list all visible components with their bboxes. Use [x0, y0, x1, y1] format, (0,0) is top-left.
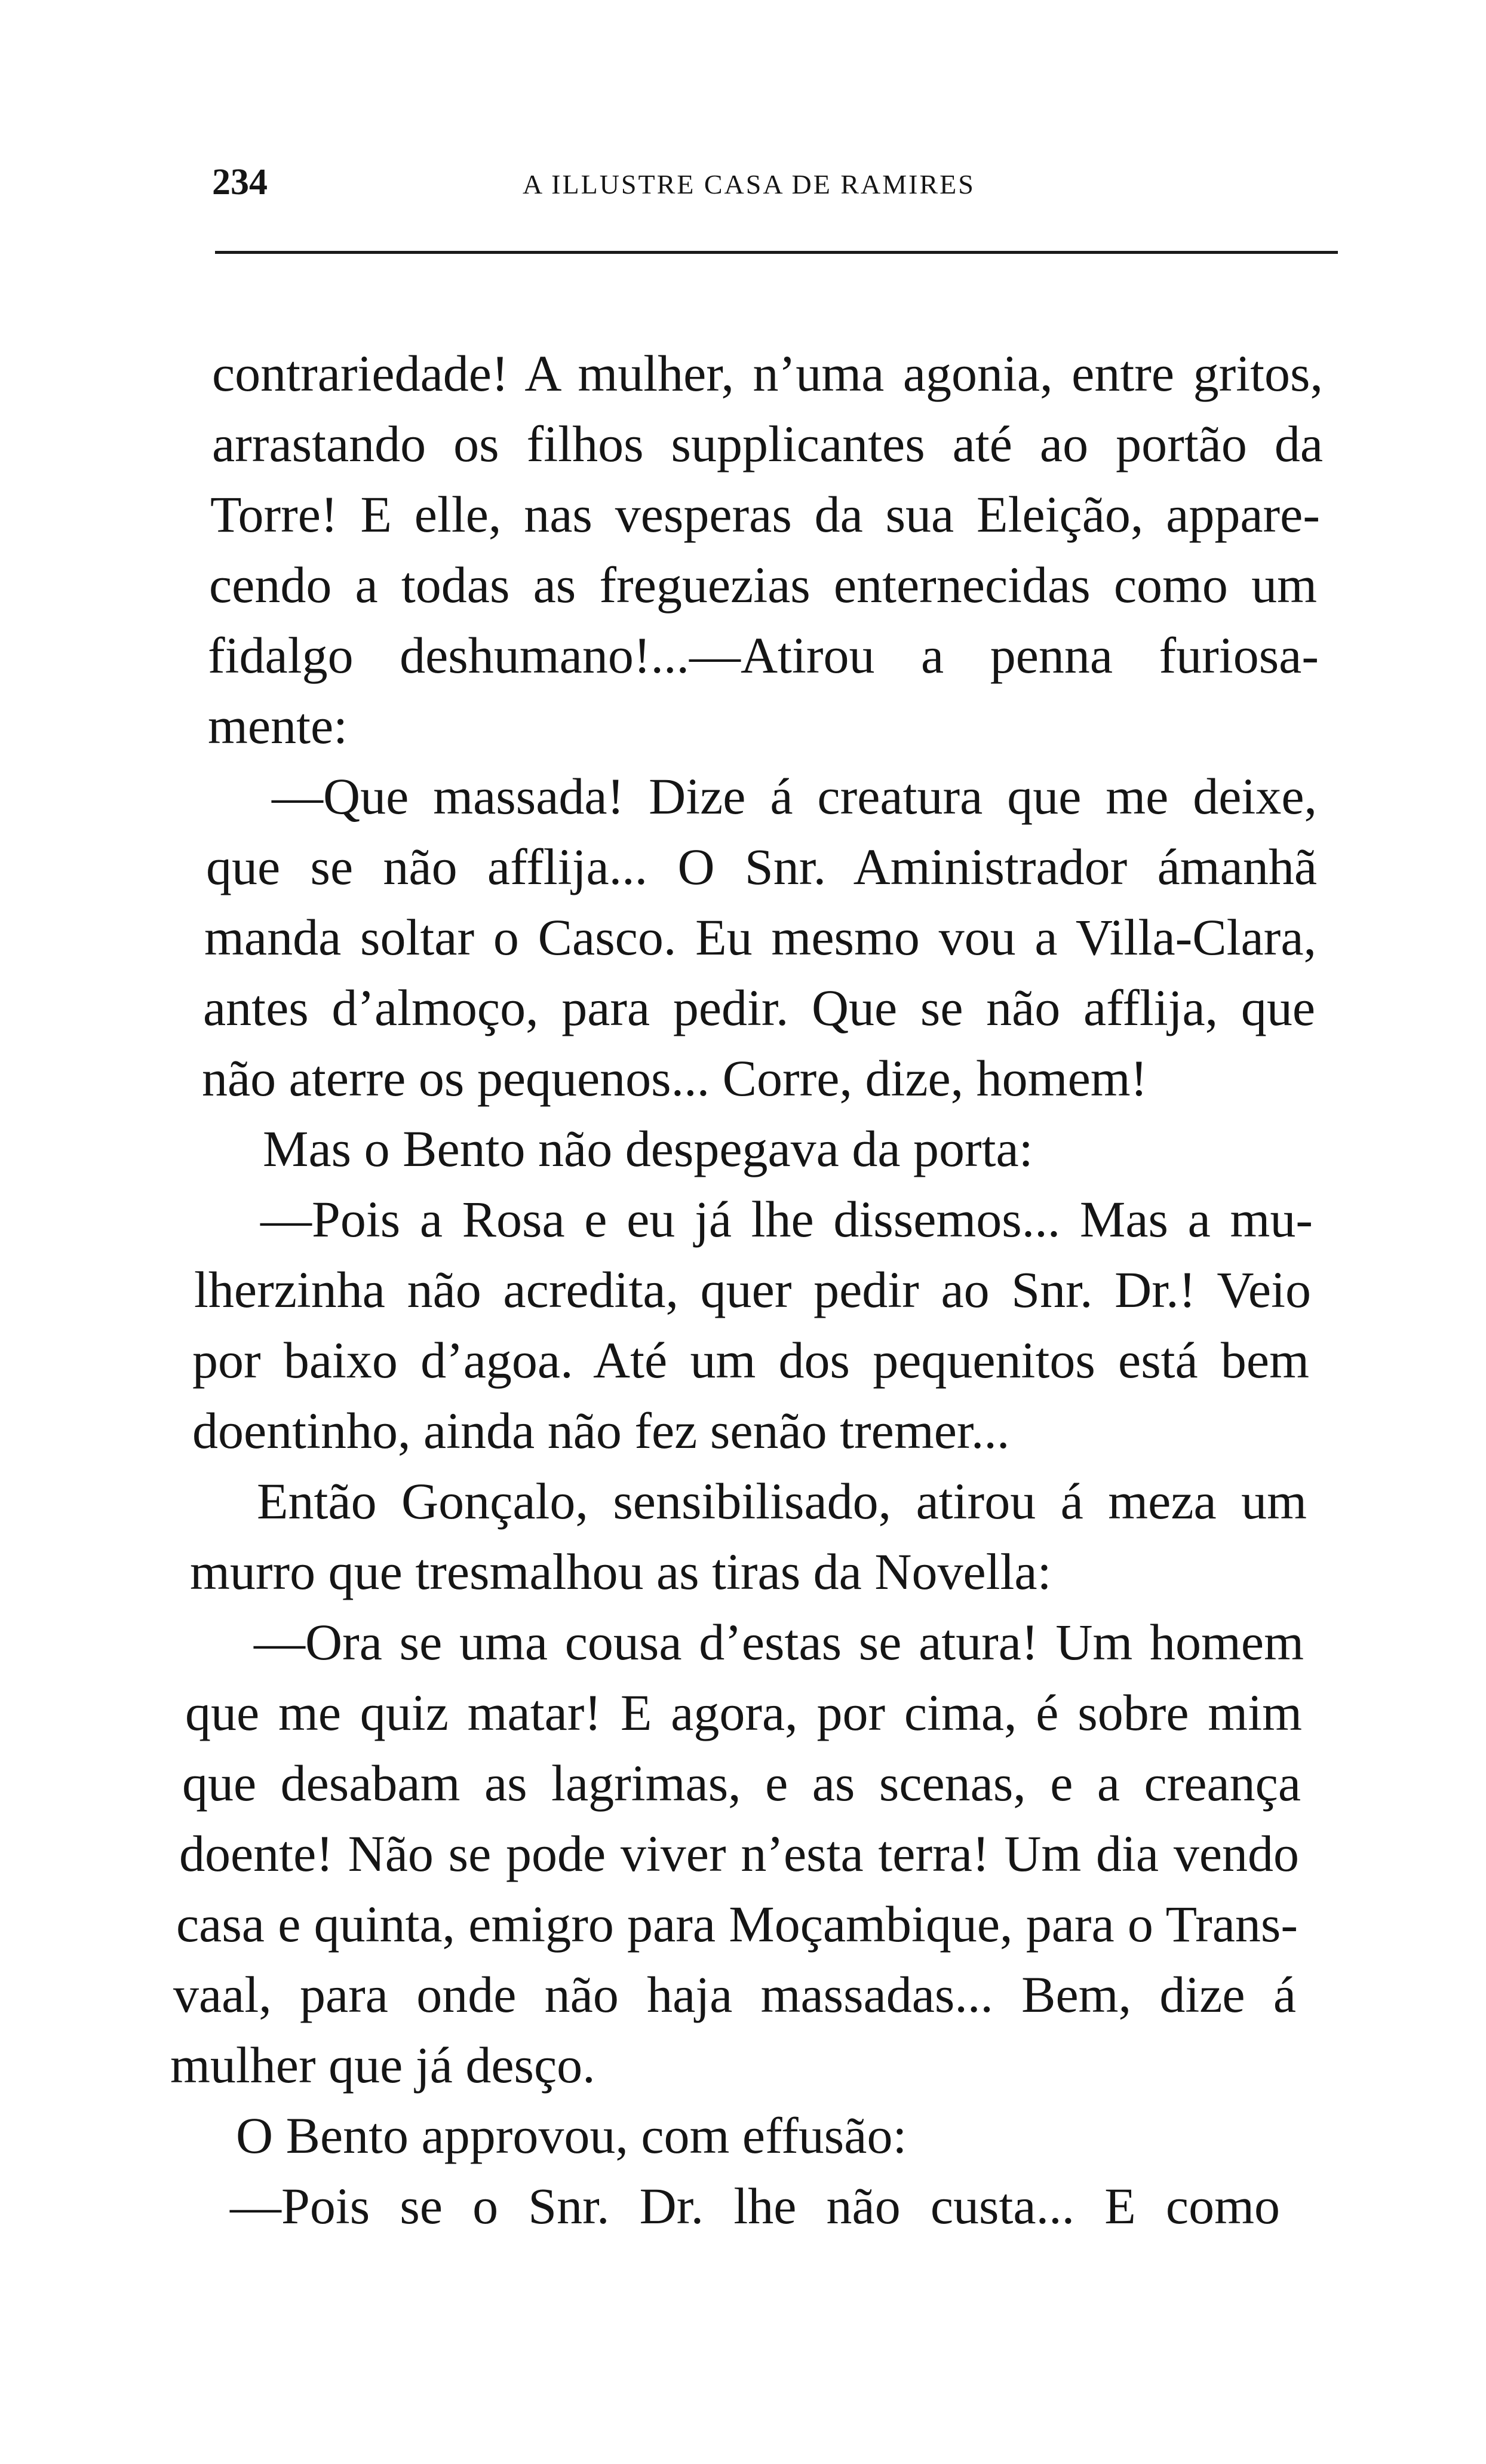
text-line: não aterre os pequenos... Corre, dize, homem! — [202, 1050, 1148, 1107]
text-line: doentinho, ainda não fez senão tremer... — [192, 1402, 1010, 1459]
text-line: casa e quinta, emigro para Moçambique, para o Trans- — [176, 1895, 1298, 1953]
text-line: que me quiz matar! E agora, por cima, é sobre mim — [185, 1684, 1302, 1741]
running-title: A ILLUSTRE CASA DE RAMIRES — [523, 169, 975, 200]
text-line: —Que massada! Dize á creatura que me deixe, — [272, 768, 1317, 825]
text-line: —Pois se o Snr. Dr. lhe não custa... E como — [230, 2177, 1280, 2235]
text-line: murro que tresmalhou as tiras da Novella: — [190, 1543, 1052, 1600]
text-line: —Pois a Rosa e eu já lhe dissemos... Mas a mu- — [260, 1190, 1313, 1248]
text-line: que se não afflija... O Snr. Aministrador ámanhã — [206, 838, 1317, 895]
text-line: cendo a todas as freguezias enternecidas como um — [209, 556, 1317, 613]
text-line: O Bento approvou, com effusão: — [236, 2107, 907, 2164]
text-line: manda soltar o Casco. Eu mesmo vou a Villa-Clara, — [204, 909, 1316, 966]
text-line: doente! Não se pode viver n’esta terra! Um dia vendo — [179, 1825, 1299, 1882]
page-number: 234 — [212, 162, 268, 202]
text-line: vaal, para onde não haja massadas... Bem, dize á — [173, 1966, 1296, 2023]
text-line: lherzinha não acredita, quer pedir ao Snr. Dr.! Veio — [194, 1261, 1311, 1318]
text-line: mente: — [208, 697, 348, 754]
text-line: arrastando os filhos supplicantes até ao portão da — [212, 415, 1323, 472]
page-header — [212, 161, 1332, 221]
header-rule — [215, 251, 1338, 254]
text-line: contrariedade! A mulher, n’uma agonia, entre gritos, — [212, 345, 1323, 402]
text-line: antes d’almoço, para pedir. Que se não afflija, que — [203, 979, 1315, 1036]
text-line: por baixo d’agoa. Até um dos pequenitos está bem — [192, 1331, 1309, 1389]
text-line: que desabam as lagrimas, e as scenas, e a creança — [182, 1754, 1301, 1812]
text-line: Mas o Bento não despegava da porta: — [263, 1120, 1033, 1177]
text-line: Torre! E elle, nas vesperas da sua Eleição, appare- — [210, 486, 1320, 543]
text-line: mulher que já desço. — [170, 2036, 595, 2094]
text-line: Então Gonçalo, sensibilisado, atirou á meza um — [257, 1472, 1307, 1530]
text-line: —Ora se uma cousa d’estas se atura! Um homem — [254, 1613, 1304, 1671]
text-line: fidalgo deshumano!...—Atirou a penna furiosa- — [208, 627, 1319, 684]
